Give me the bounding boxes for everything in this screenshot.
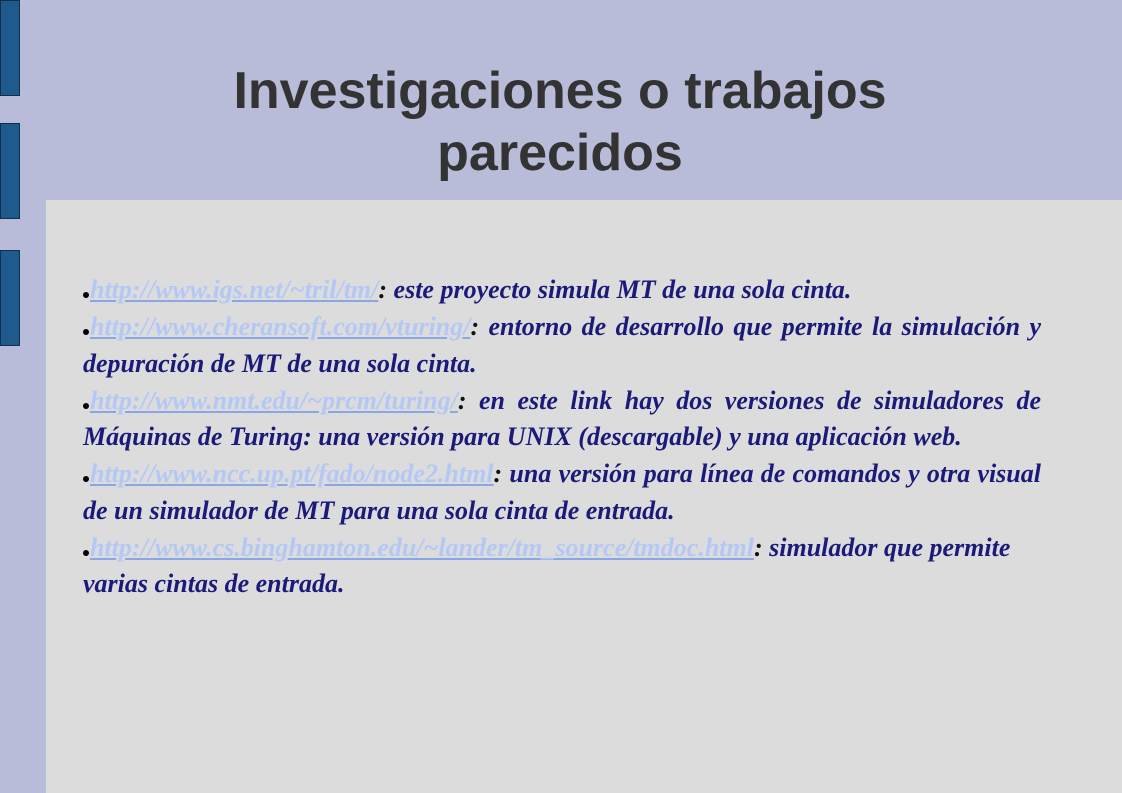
bullet-icon	[83, 403, 89, 409]
item-text: una versión para línea de comandos y otra visual de un simulador de MT para una sola cinta de entrada.	[83, 459, 1041, 525]
bullet-icon	[83, 476, 89, 482]
item-text: en este link hay dos versiones de simuladores de Máquinas de Turing: una versión para UNIX (descargable) y una aplicación web.	[83, 385, 1041, 451]
separator: :	[470, 312, 480, 341]
list-item	[83, 530, 1041, 603]
decorative-bar-2	[0, 123, 20, 219]
list-item	[83, 456, 1041, 529]
separator: :	[457, 385, 467, 415]
link-ncc[interactable]: http://www.ncc.up.pt/fado/node2.html	[90, 459, 494, 488]
item-text: entorno de desarrollo que permite la simulación y depuración de MT de una sola cinta.	[83, 312, 1041, 378]
list-item	[83, 272, 1041, 309]
link-igs[interactable]: http://www.igs.net/~tril/tm/	[90, 275, 379, 304]
link-cheransoft[interactable]: http://www.cheransoft.com/vturing/	[90, 312, 471, 341]
list-item	[83, 309, 1041, 382]
bullet-icon	[83, 550, 89, 556]
separator: :	[753, 532, 763, 562]
separator: :	[493, 459, 503, 488]
item-text: simulador que permite varias cintas de entrada.	[83, 532, 1011, 598]
list-item	[83, 383, 1041, 456]
link-binghamton[interactable]: http://www.cs.binghamton.edu/~lander/tm_source/tmdoc.html	[90, 532, 754, 562]
decorative-bar-3	[0, 250, 20, 346]
bullet-icon	[83, 329, 89, 335]
link-nmt[interactable]: http://www.nmt.edu/~prcm/turing/	[90, 385, 458, 415]
decorative-bar-1	[0, 0, 20, 96]
slide-title: Investigaciones o trabajos parecidos	[233, 62, 887, 182]
item-text: este proyecto simula MT de una sola cinta.	[387, 275, 852, 304]
bullet-icon	[83, 292, 89, 298]
separator: :	[378, 275, 388, 304]
bullet-list	[83, 272, 1041, 603]
